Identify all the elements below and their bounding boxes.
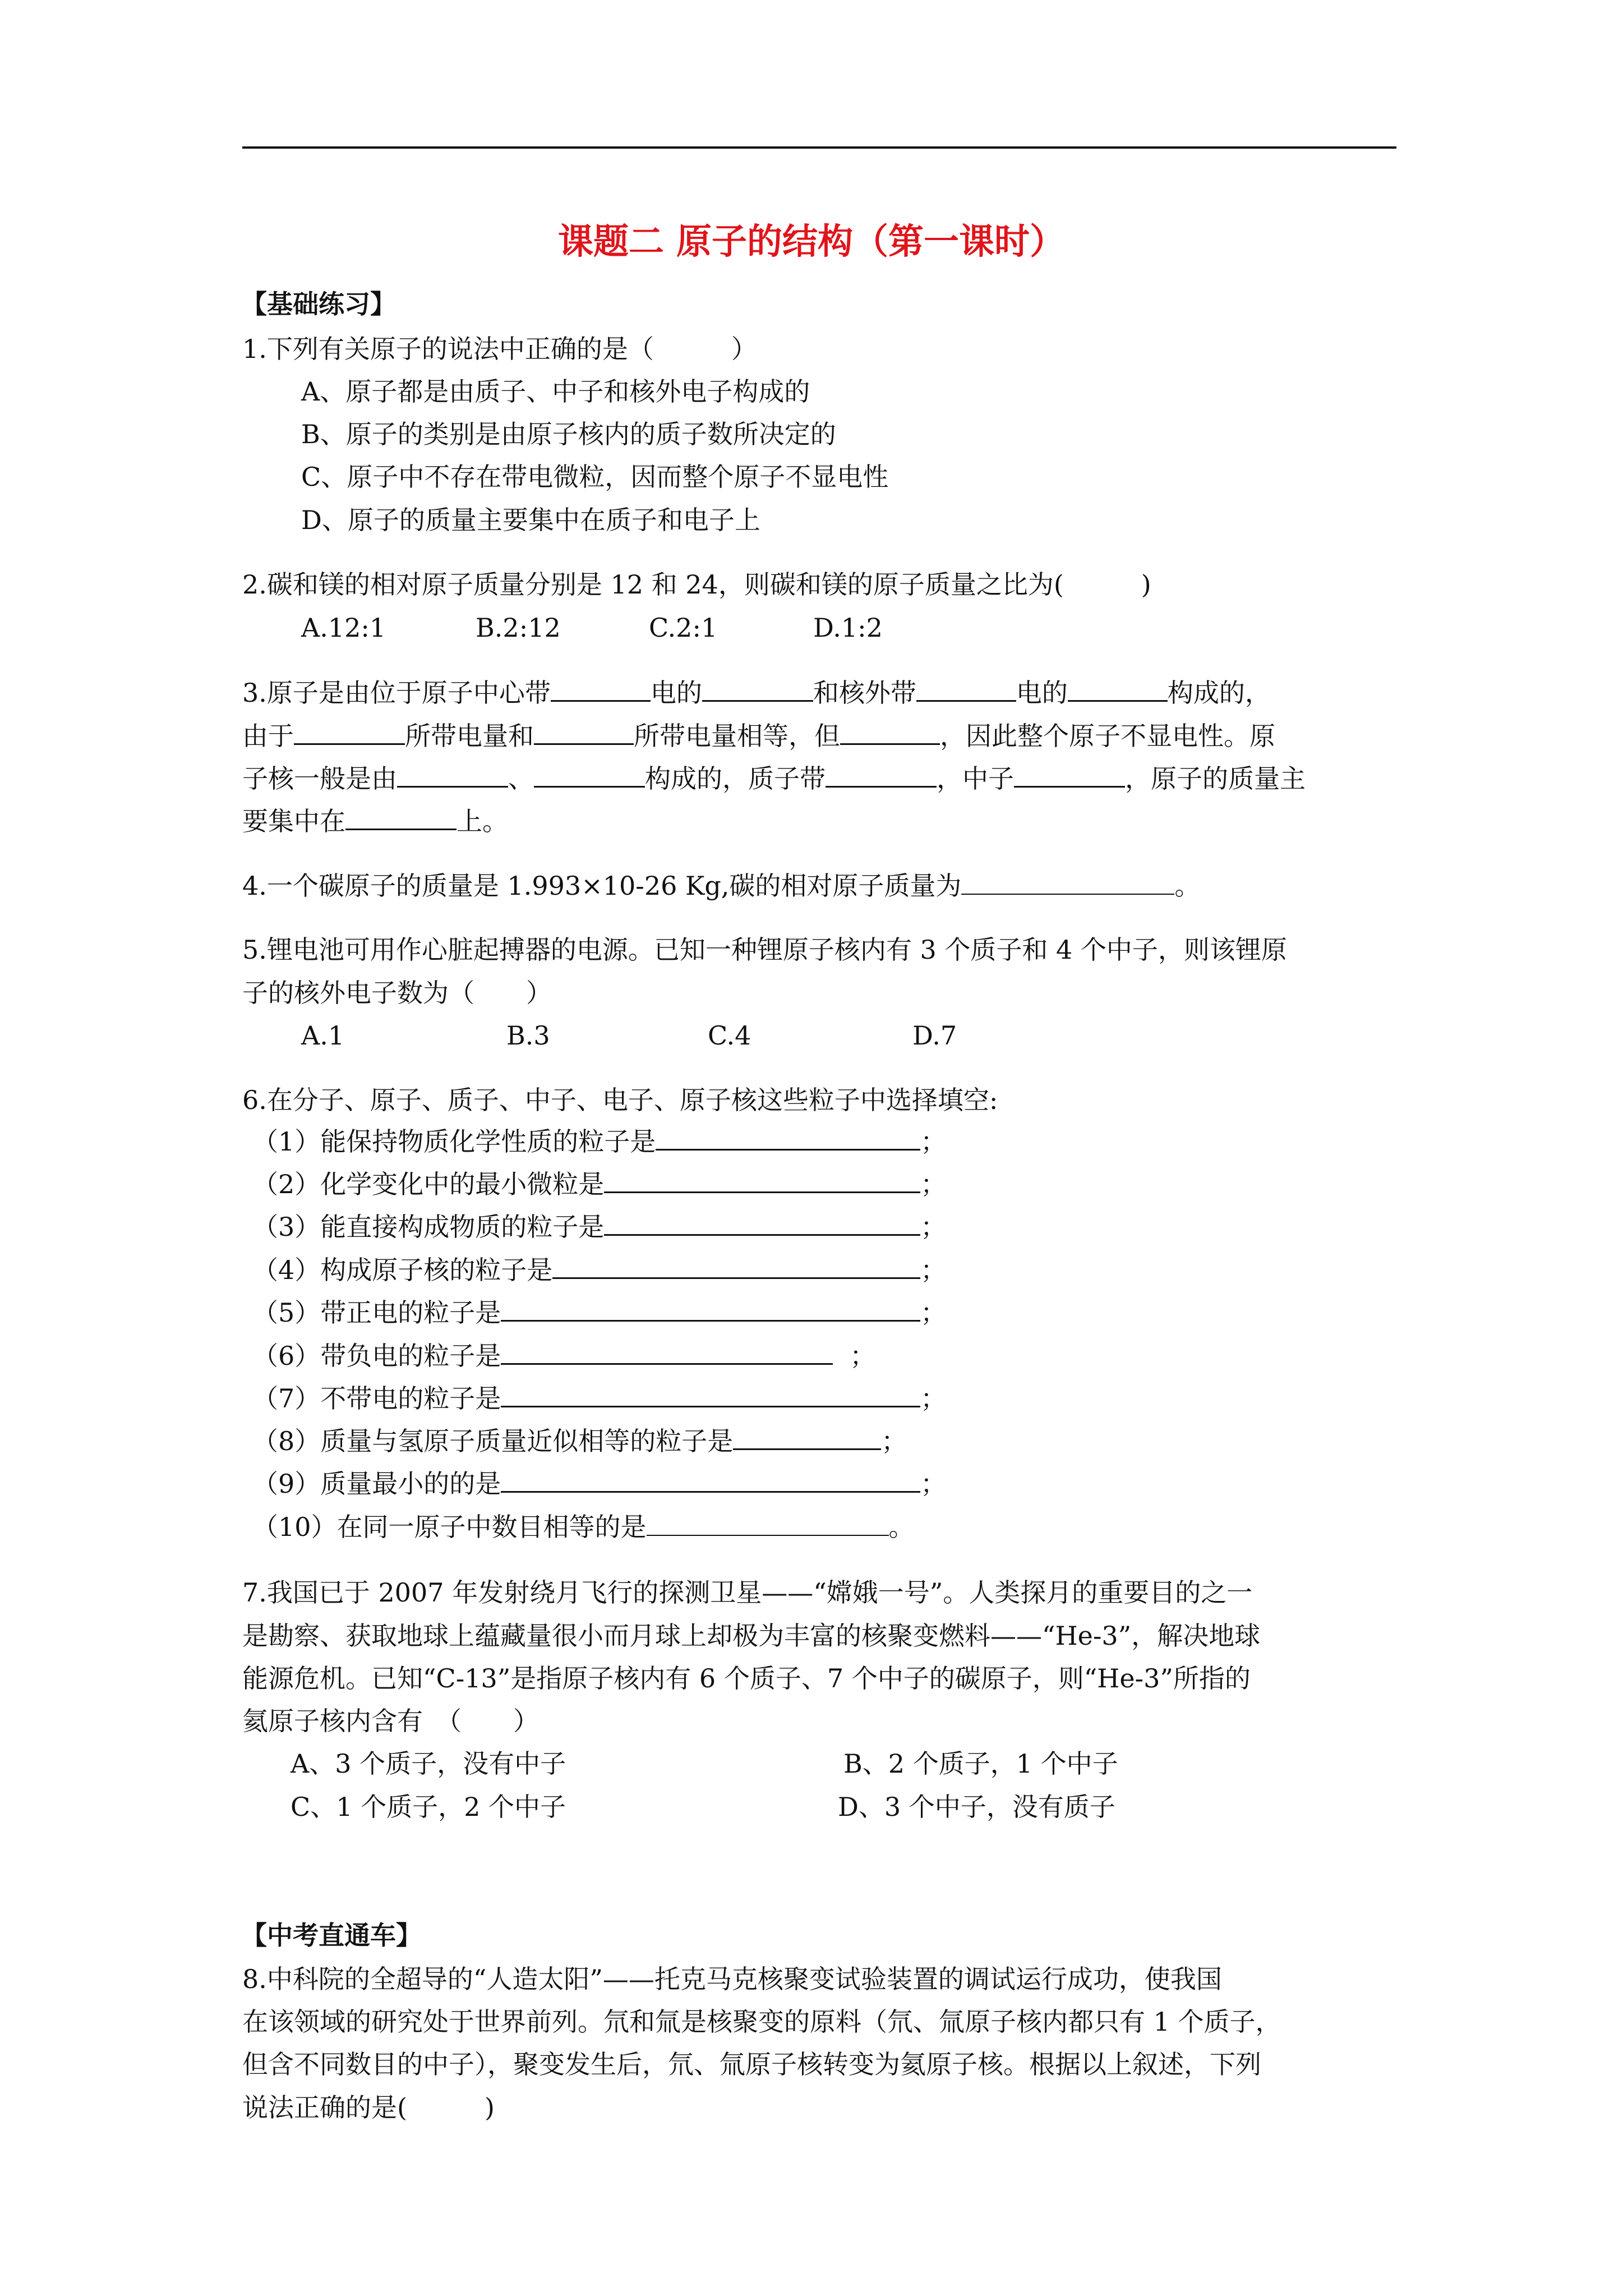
q6-item-2: （2）化学变化中的最小微粒是 ； [252, 1167, 946, 1202]
q3-blank-2[interactable] [702, 675, 813, 702]
section-heading-basic: 【基础练习】 [241, 289, 396, 319]
q6-blank-5[interactable] [501, 1295, 920, 1322]
q3-blank-12[interactable] [345, 804, 457, 830]
q1-option-c: C、原子中不存在带电微粒，因而整个原子不显电性 [301, 462, 889, 492]
q6-blank-3[interactable] [604, 1209, 920, 1236]
q3-blank-4[interactable] [1068, 675, 1168, 702]
q1-stem: 1.下列有关原子的说法中正确的是（ ） [242, 334, 757, 364]
q8-line-4: 说法正确的是( ) [242, 2092, 495, 2123]
q3-blank-7[interactable] [840, 719, 940, 745]
q3-blank-8[interactable] [397, 761, 508, 788]
q6-item-5: （5）带正电的粒子是 ； [252, 1295, 946, 1330]
q6-item-3: （3）能直接构成物质的粒子是 ； [252, 1209, 946, 1244]
q6-blank-10[interactable] [647, 1510, 889, 1536]
q5-option-a: A.1 [301, 1020, 345, 1051]
q3-line-3: 子核一般是由 、 构成的，质子带 ，中子 ，原子的质量主 [242, 761, 1306, 796]
q7-option-c: C、1 个质子，2 个中子 [291, 1792, 566, 1822]
q3-blank-5[interactable] [294, 719, 405, 745]
q5-option-d: D.7 [912, 1020, 957, 1051]
q3-blank-6[interactable] [534, 719, 634, 745]
q2-option-b: B.2:12 [476, 613, 561, 643]
q4-line: 4.一个碳原子的质量是 1.993×10-26 Kg,碳的相对原子质量为 。 [242, 868, 1200, 903]
q6-item-4: （4）构成原子核的粒子是 ； [252, 1253, 946, 1287]
q3-line-2: 由于 所带电量和 所带电量相等，但 ，因此整个原子不显电性。原 [242, 719, 1275, 753]
q4-blank[interactable] [961, 869, 1174, 895]
q8-line-2: 在该领域的研究处于世界前列。氘和氚是核聚变的原料（氘、氚原子核内都只有 1 个质子， [242, 2007, 1281, 2037]
q3-blank-10[interactable] [826, 761, 937, 788]
q2-option-c: C.2:1 [649, 613, 718, 643]
q1-option-b: B、原子的类别是由原子核内的质子数所决定的 [301, 419, 836, 449]
q5-line-1: 5.锂电池可用作心脏起搏器的电源。已知一种锂原子核内有 3 个质子和 4 个中子，则该锂原 [242, 935, 1287, 965]
q2-option-a: A.12:1 [301, 613, 386, 643]
q7-option-d: D、3 个中子，没有质子 [838, 1792, 1115, 1822]
q1-option-a: A、原子都是由质子、中子和核外电子构成的 [301, 376, 810, 407]
q5-option-b: B.3 [506, 1020, 550, 1051]
q8-line-1: 8.中科院的全超导的“人造太阳”——托克马克核聚变试验装置的调试运行成功，使我国 [242, 1964, 1222, 1994]
q3-line-1: 3.原子是由位于原子中心带 电的 和核外带 电的 构成的， [242, 675, 1271, 710]
q7-line-3: 能源危机。已知“C-13”是指原子核内有 6 个质子、7 个中子的碳原子，则“He-3”所指的 [242, 1663, 1251, 1694]
q3-blank-9[interactable] [534, 761, 645, 788]
q5-line-2: 子的核外电子数为（ ） [242, 978, 552, 1008]
q6-item-6: （6）带负电的粒子是 ； [252, 1338, 875, 1373]
q6-blank-2[interactable] [604, 1167, 920, 1193]
q7-line-2: 是勘察、获取地球上蕴藏量很小而月球上却极为丰富的核聚变燃料——“He-3”，解决地球 [242, 1621, 1261, 1651]
q6-item-9: （9）质量最小的的是 ； [252, 1466, 946, 1501]
q7-option-a: A、3 个质子，没有中子 [291, 1749, 566, 1779]
q3-blank-11[interactable] [1014, 761, 1125, 788]
q6-item-7: （7）不带电的粒子是 ； [252, 1381, 946, 1416]
q6-blank-6[interactable] [501, 1338, 833, 1365]
q3-blank-3[interactable] [916, 675, 1016, 702]
q3-line-4: 要集中在 上。 [242, 804, 508, 839]
q6-blank-8[interactable] [733, 1424, 881, 1450]
q5-option-c: C.4 [708, 1020, 751, 1051]
q2-option-d: D.1:2 [813, 613, 883, 643]
page-title: 课题二 原子的结构（第一课时） [558, 220, 1065, 262]
q6-blank-4[interactable] [552, 1253, 920, 1279]
section-heading-exam: 【中考直通车】 [241, 1920, 422, 1950]
q2-stem: 2.碳和镁的相对原子质量分别是 12 和 24，则碳和镁的原子质量之比为( ) [242, 569, 1151, 600]
q6-item-8: （8）质量与氢原子质量近似相等的粒子是 ； [252, 1424, 907, 1458]
q6-blank-1[interactable] [656, 1124, 920, 1151]
q6-item-10: （10）在同一原子中数目相等的是 。 [252, 1510, 915, 1544]
q7-line-1: 7.我国已于 2007 年发射绕月飞行的探测卫星——“嫦娥一号”。人类探月的重要目的之一 [242, 1577, 1253, 1608]
q6-stem: 6.在分子、原子、质子、中子、电子、原子核这些粒子中选择填空: [242, 1085, 998, 1115]
q6-blank-9[interactable] [501, 1466, 920, 1493]
q6-item-1: （1）能保持物质化学性质的粒子是 ； [252, 1124, 946, 1159]
q6-blank-7[interactable] [501, 1381, 920, 1407]
q7-option-b: B、2 个质子，1 个中子 [843, 1749, 1118, 1779]
q8-line-3: 但含不同数目的中子），聚变发生后，氘、氚原子核转变为氦原子核。根据以上叙述，下列 [242, 2049, 1261, 2079]
q3-blank-1[interactable] [551, 675, 651, 702]
q7-line-4: 氦原子核内含有 （ ） [242, 1706, 539, 1736]
q1-option-d: D、原子的质量主要集中在质子和电子上 [301, 505, 760, 535]
header-rule [242, 146, 1396, 149]
